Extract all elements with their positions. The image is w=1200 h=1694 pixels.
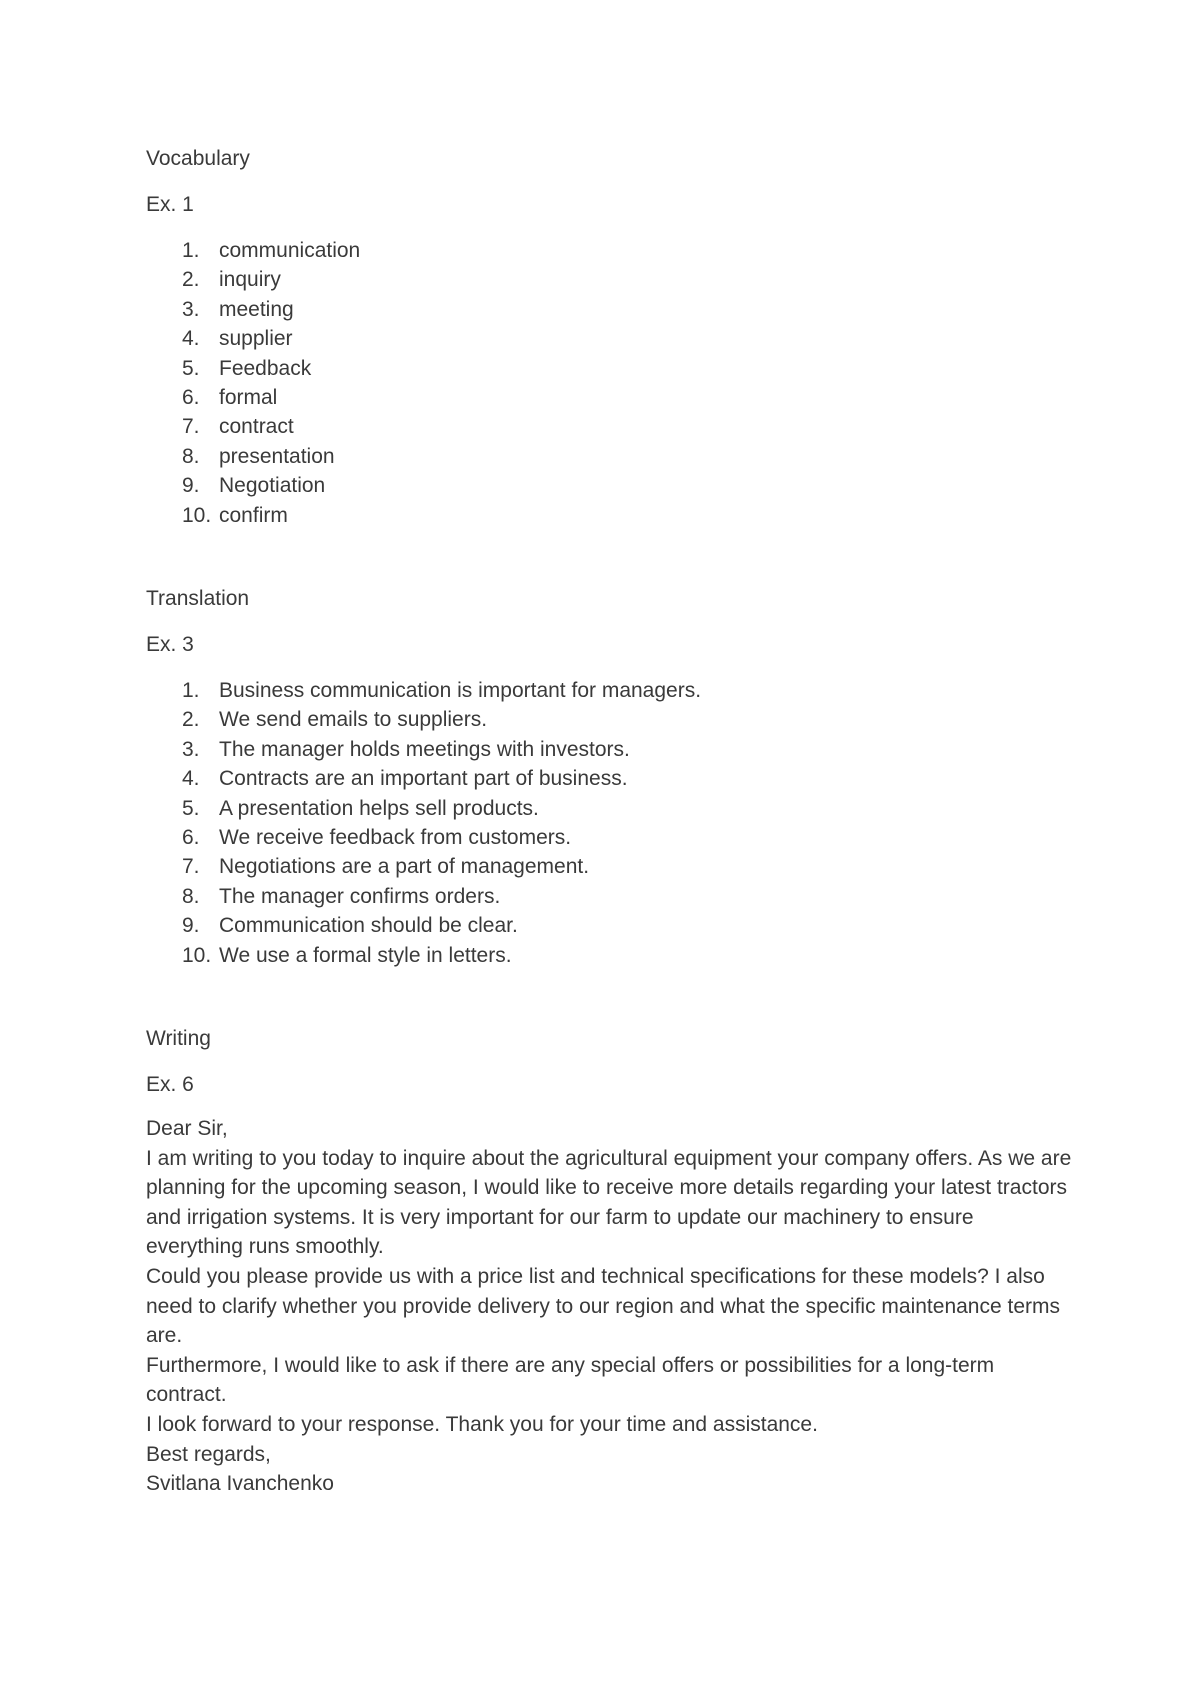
list-text: Communication should be clear. — [219, 914, 518, 938]
translation-list — [146, 676, 1106, 970]
list-item — [146, 501, 1106, 530]
letter-signature: Svitlana Ivanchenko — [146, 1472, 334, 1496]
section-title-translation: Translation — [146, 587, 250, 610]
list-item — [146, 941, 1106, 970]
list-number: 2. — [182, 268, 200, 292]
list-number: 10. — [182, 943, 212, 967]
list-item — [146, 852, 1106, 881]
list-item — [146, 794, 1106, 823]
list-text: Business communication is important for managers. — [219, 679, 702, 702]
list-number: 4. — [182, 767, 200, 791]
list-number: 2. — [182, 708, 200, 732]
list-number: 6. — [182, 825, 200, 849]
list-number: 9. — [182, 474, 200, 498]
list-item — [146, 705, 1106, 734]
vocabulary-list — [146, 236, 1106, 530]
list-text: Negotiations are a part of management. — [219, 855, 590, 879]
list-number: 7. — [182, 855, 200, 879]
list-number: 1. — [182, 239, 200, 262]
list-number: 7. — [182, 415, 200, 439]
exercise-label-1: Ex. 1 — [146, 193, 194, 216]
list-text: formal — [219, 385, 278, 409]
list-item — [146, 735, 1106, 764]
letter-paragraph: I look forward to your response. Thank you for your time and assistance. — [146, 1412, 818, 1436]
list-text: The manager confirms orders. — [219, 884, 501, 908]
section-title-writing: Writing — [146, 1027, 211, 1050]
list-item — [146, 324, 1106, 353]
list-item — [146, 236, 1106, 265]
list-item — [146, 383, 1106, 412]
list-number: 10. — [182, 503, 212, 527]
list-item — [146, 764, 1106, 793]
list-item — [146, 412, 1106, 441]
list-text: Negotiation — [219, 474, 326, 498]
list-number: 3. — [182, 737, 200, 761]
list-text: communication — [219, 239, 361, 262]
list-text: presentation — [219, 444, 335, 468]
list-number: 8. — [182, 444, 200, 468]
list-number: 4. — [182, 327, 200, 351]
list-number: 5. — [182, 356, 200, 380]
list-item — [146, 295, 1106, 324]
list-item — [146, 882, 1106, 911]
list-text: Contracts are an important part of business. — [219, 767, 628, 791]
list-text: We use a formal style in letters. — [219, 943, 512, 967]
letter-greeting: Dear Sir, — [146, 1117, 228, 1140]
letter-paragraph: I am writing to you today to inquire about the agricultural equipment your company offers. As we are planning for the upcoming season, I would like to receive more details regarding your latest tractors and irrigation systems. It is very important for our farm to update our machinery to ensure everything runs smoothly. — [146, 1146, 1072, 1259]
list-text: supplier — [219, 327, 293, 351]
list-number: 1. — [182, 679, 200, 702]
list-number: 6. — [182, 385, 200, 409]
list-number: 9. — [182, 914, 200, 938]
section-title-vocabulary: Vocabulary — [146, 147, 250, 170]
exercise-label-3: Ex. 3 — [146, 633, 194, 656]
list-text: The manager holds meetings with investors. — [219, 737, 630, 761]
list-item — [146, 354, 1106, 383]
list-text: A presentation helps sell products. — [219, 796, 539, 820]
list-text: contract — [219, 415, 294, 439]
letter-paragraph: Furthermore, I would like to ask if there are any special offers or possibilities for a long-term contract. — [146, 1353, 995, 1407]
letter-paragraph: Could you please provide us with a price list and technical specifications for these models? I also need to clarify whether you provide delivery to our region and what the specific maintenance terms are. — [146, 1264, 1060, 1348]
list-text: confirm — [219, 503, 288, 527]
letter-closing: Best regards, — [146, 1442, 271, 1466]
exercise-label-6: Ex. 6 — [146, 1073, 194, 1096]
letter-body — [146, 1114, 1076, 1499]
list-number: 3. — [182, 297, 200, 321]
list-item — [146, 911, 1106, 940]
list-number: 5. — [182, 796, 200, 820]
list-text: meeting — [219, 297, 294, 321]
list-text: We receive feedback from customers. — [219, 825, 572, 849]
list-text: inquiry — [219, 268, 281, 292]
list-text: We send emails to suppliers. — [219, 708, 488, 732]
list-item — [146, 442, 1106, 471]
list-item — [146, 265, 1106, 294]
list-item — [146, 823, 1106, 852]
list-item — [146, 471, 1106, 500]
list-item — [146, 676, 1106, 705]
list-number: 8. — [182, 884, 200, 908]
list-text: Feedback — [219, 356, 312, 380]
